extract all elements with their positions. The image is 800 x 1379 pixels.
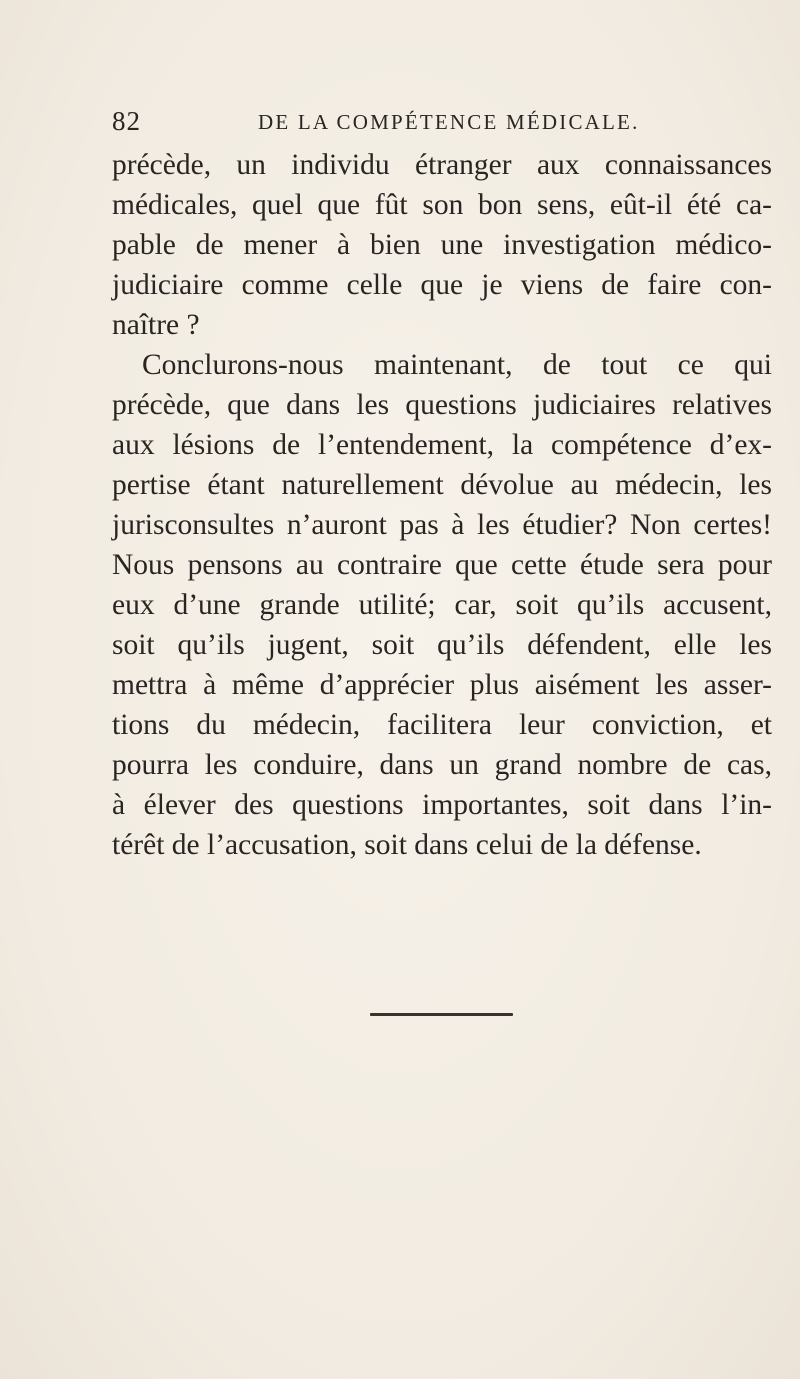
end-rule	[370, 1013, 513, 1016]
text-line: précède, un individu étranger aux connaissances	[112, 149, 772, 181]
text-line: jurisconsultes n’auront pas à les étudier? Non certes!	[112, 509, 772, 541]
text-line: pourra les conduire, dans un grand nombre de cas,	[112, 749, 772, 781]
text-line: aux lésions de l’entendement, la compétence d’ex-	[112, 429, 772, 461]
text-line: mettra à même d’apprécier plus aisément les asser-	[112, 669, 772, 701]
text-line: soit qu’ils jugent, soit qu’ils défendent, elle les	[112, 629, 772, 661]
text-line: pable de mener à bien une investigation médico-	[112, 229, 772, 261]
paragraph-start-line: Conclurons-nous maintenant, de tout ce qui	[142, 349, 772, 381]
text-line: eux d’une grande utilité; car, soit qu’ils accusent,	[112, 589, 772, 621]
running-head	[112, 106, 732, 138]
text-line: térêt de l’accusation, soit dans celui de la défense.	[112, 829, 702, 861]
text-line: médicales, quel que fût son bon sens, eût-il été ca-	[112, 189, 772, 221]
text-line: précède, que dans les questions judiciaires relatives	[112, 389, 772, 421]
text-line: pertise étant naturellement dévolue au médecin, les	[112, 469, 772, 501]
text-line: à élever des questions importantes, soit dans l’in-	[112, 789, 772, 821]
text-line: naître ?	[112, 309, 200, 341]
text-line: Nous pensons au contraire que cette étude sera pour	[112, 549, 772, 581]
text-line: judiciaire comme celle que je viens de faire con-	[112, 269, 772, 301]
running-title: DE LA COMPÉTENCE MÉDICALE.	[258, 110, 640, 134]
text-line: tions du médecin, facilitera leur conviction, et	[112, 709, 772, 741]
body-text	[112, 145, 772, 865]
page-number: 82	[112, 106, 141, 136]
